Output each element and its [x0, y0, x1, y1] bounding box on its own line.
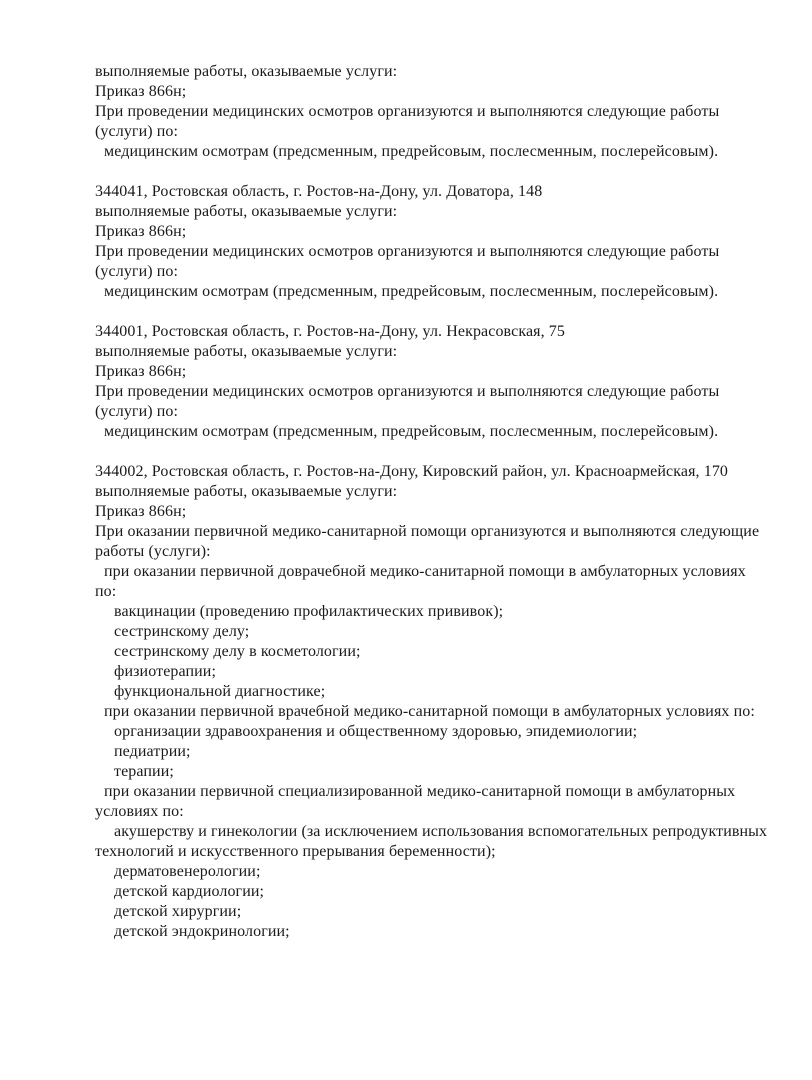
text-line: медицинским осмотрам (предсменным, предрейсовым, послесменным, послерейсовым).	[104, 283, 719, 300]
text-line: дерматовенерологии;	[114, 863, 261, 880]
text-line: акушерству и гинекологии (за исключением использования вспомогательных репродуктивных	[114, 823, 768, 840]
text-line: педиатрии;	[114, 743, 191, 760]
text-line: 344041, Ростовская область, г. Ростов-на-Дону, ул. Доватора, 148	[95, 183, 543, 200]
text-line: работы (услуги):	[95, 543, 211, 560]
text-line	[95, 162, 798, 182]
text-line: Приказ 866н;	[95, 503, 187, 520]
text-line: При проведении медицинских осмотров организуются и выполняются следующие работы	[95, 103, 720, 120]
text-line: детской эндокринологии;	[114, 923, 290, 940]
text-line: сестринскому делу в косметологии;	[114, 643, 361, 660]
text-line: выполняемые работы, оказываемые услуги:	[95, 483, 398, 500]
text-line: 344001, Ростовская область, г. Ростов-на-Дону, ул. Некрасовская, 75	[95, 323, 566, 340]
text-line: условиях по:	[95, 803, 184, 820]
text-line: (услуги) по:	[95, 123, 179, 140]
text-line: медицинским осмотрам (предсменным, предрейсовым, послесменным, послерейсовым).	[104, 143, 719, 160]
text-line: вакцинации (проведению профилактических прививок);	[114, 603, 504, 620]
document-lines	[95, 62, 798, 942]
text-line: Приказ 866н;	[95, 223, 187, 240]
text-line: при оказании первичной врачебной медико-санитарной помощи в амбулаторных условиях по:	[104, 703, 755, 720]
text-line: детской хирургии;	[114, 903, 242, 920]
text-line: выполняемые работы, оказываемые услуги:	[95, 203, 398, 220]
text-line: Приказ 866н;	[95, 363, 187, 380]
text-line: детской кардиологии;	[114, 883, 265, 900]
text-line: функциональной диагностике;	[114, 683, 326, 700]
text-line: при оказании первичной доврачебной медико-санитарной помощи в амбулаторных условиях	[104, 563, 746, 580]
text-line: выполняемые работы, оказываемые услуги:	[95, 63, 398, 80]
text-line	[95, 302, 798, 322]
text-line: выполняемые работы, оказываемые услуги:	[95, 343, 398, 360]
text-line: по:	[95, 583, 117, 600]
text-line: сестринскому делу;	[114, 623, 250, 640]
text-line: (услуги) по:	[95, 403, 179, 420]
text-line: физиотерапии;	[114, 663, 217, 680]
text-line: При оказании первичной медико-санитарной помощи организуются и выполняются следующие	[95, 523, 760, 540]
text-line: (услуги) по:	[95, 263, 179, 280]
text-line: медицинским осмотрам (предсменным, предрейсовым, послесменным, послерейсовым).	[104, 423, 719, 440]
text-line: Приказ 866н;	[95, 83, 187, 100]
text-line: организации здравоохранения и общественному здоровью, эпидемиологии;	[114, 723, 638, 740]
text-line: при оказании первичной специализированной медико-санитарной помощи в амбулаторных	[104, 783, 736, 800]
text-line: При проведении медицинских осмотров организуются и выполняются следующие работы	[95, 383, 720, 400]
text-line	[95, 442, 798, 462]
text-line: терапии;	[114, 763, 174, 780]
text-line: 344002, Ростовская область, г. Ростов-на-Дону, Кировский район, ул. Красноармейская, 170	[95, 463, 729, 480]
text-line: При проведении медицинских осмотров организуются и выполняются следующие работы	[95, 243, 720, 260]
text-line: технологий и искусственного прерывания беременности);	[95, 843, 496, 860]
